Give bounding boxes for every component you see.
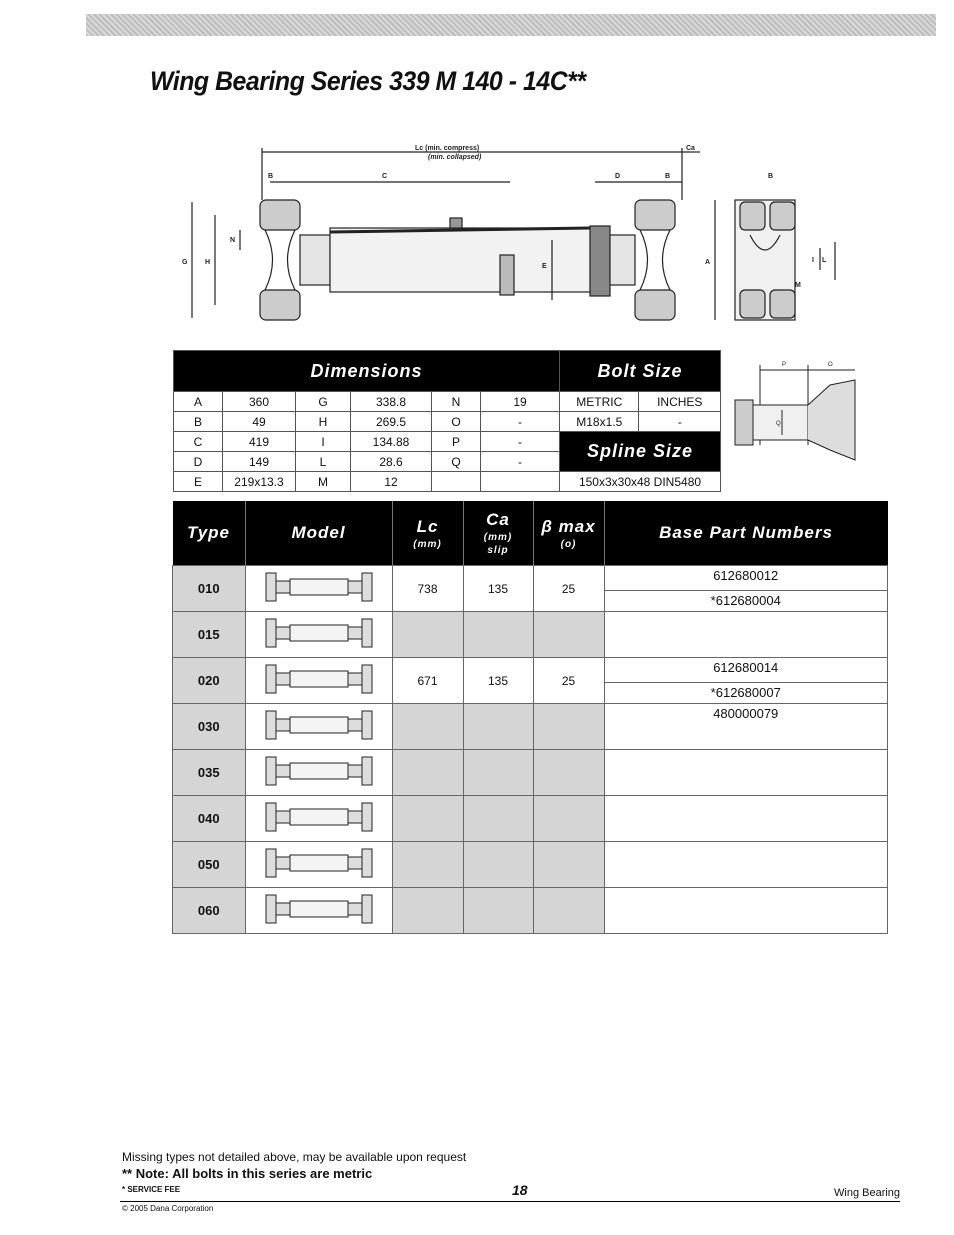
col-lc-unit: (mm) [413, 538, 442, 550]
spline-size-header: Spline Size [560, 432, 721, 472]
lc-cell [392, 750, 463, 796]
col-ca-unit: (mm) [483, 532, 513, 543]
dim-cell: E [174, 472, 223, 492]
section-name: Wing Bearing [834, 1187, 901, 1199]
copyright: © 2005 Dana Corporation [122, 1204, 214, 1213]
table-row [173, 566, 888, 612]
part-number-cell [604, 566, 888, 612]
service-note: * SERVICE FEE [122, 1185, 181, 1194]
b2-label: B [665, 173, 671, 180]
part-number-cell [604, 888, 888, 934]
type-cell: 060 [173, 888, 246, 934]
type-cell: 035 [173, 750, 246, 796]
bolt-metric-value: M18x1.5 [560, 412, 639, 432]
model-image [245, 704, 392, 750]
bmax-cell [533, 704, 604, 750]
n-label: N [230, 237, 236, 244]
dim-cell: 134.88 [351, 432, 432, 452]
dim-cell: P [432, 432, 481, 452]
lc-cell: 738 [392, 566, 463, 612]
dim-cell: I [296, 432, 351, 452]
type-cell: 050 [173, 842, 246, 888]
dim-cell: 19 [481, 392, 560, 412]
bolts-note: ** Note: All bolts in this series are metric [122, 1166, 373, 1181]
bmax-cell [533, 750, 604, 796]
dim-cell: Q [432, 452, 481, 472]
lc-cell [392, 796, 463, 842]
bmax-cell [533, 842, 604, 888]
q-label: Q [776, 421, 781, 427]
dim-cell: 28.6 [351, 452, 432, 472]
bolt-inches-label: INCHES [639, 392, 721, 412]
dim-cell: M [296, 472, 351, 492]
p-label: P [782, 362, 787, 368]
type-cell: 040 [173, 796, 246, 842]
dim-cell: 360 [223, 392, 296, 412]
ca-cell: 135 [463, 566, 533, 612]
page-number: 18 [512, 1182, 528, 1198]
dim-cell: 49 [223, 412, 296, 432]
dim-cell: - [481, 412, 560, 432]
c-label: C [382, 173, 388, 180]
dim-cell: L [296, 452, 351, 472]
dim-cell: 269.5 [351, 412, 432, 432]
a-label: A [705, 259, 711, 266]
lc2-label: (min. collapsed) [428, 154, 482, 161]
col-type: Type [173, 501, 246, 566]
dim-cell: 338.8 [351, 392, 432, 412]
lc-cell [392, 888, 463, 934]
part-number-cell [604, 796, 888, 842]
part-number-cell [604, 612, 888, 658]
dim-cell: 419 [223, 432, 296, 452]
dim-cell: A [174, 392, 223, 412]
type-cell: 030 [173, 704, 246, 750]
flange-drawing [730, 355, 860, 465]
type-cell: 015 [173, 612, 246, 658]
dim-cell: 219x13.3 [223, 472, 296, 492]
table-row [173, 842, 888, 888]
bmax-cell: 25 [533, 658, 604, 704]
service-part-number: *612680007 [605, 682, 888, 700]
l-label: L [822, 257, 827, 264]
shaft-drawing [170, 140, 860, 340]
bmax-cell [533, 796, 604, 842]
bolt-size-header: Bolt Size [560, 351, 721, 392]
table-row [173, 658, 888, 704]
g-label: G [182, 259, 188, 266]
ca-cell: 135 [463, 658, 533, 704]
dim-cell: O [432, 412, 481, 432]
e-label: E [542, 263, 547, 270]
table-row [173, 612, 888, 658]
dimensions-header: Dimensions [174, 351, 560, 392]
col-bmax [533, 501, 604, 566]
ca-cell [463, 750, 533, 796]
col-model: Model [245, 501, 392, 566]
header-bar [86, 14, 936, 36]
col-lc-label: Lc [416, 516, 439, 536]
model-image [245, 566, 392, 612]
dim-cell [481, 472, 560, 492]
model-image [245, 796, 392, 842]
dim-cell [432, 472, 481, 492]
ca-cell [463, 842, 533, 888]
part-number-cell [604, 842, 888, 888]
dim-cell: D [174, 452, 223, 472]
part-number: 480000079 [713, 706, 779, 721]
h-label: H [205, 259, 211, 266]
d-label: D [615, 173, 621, 180]
bolt-inches-value: - [639, 412, 721, 432]
ca-cell [463, 796, 533, 842]
o-label: O [828, 362, 833, 368]
ca-label: Ca [686, 145, 695, 152]
b-label: B [268, 173, 274, 180]
part-number: 612680014 [713, 660, 779, 675]
part-number-cell [604, 658, 888, 704]
models-table [172, 501, 888, 934]
lc-label: Lc (min. compress) [415, 145, 480, 152]
model-image [245, 888, 392, 934]
part-number: 612680012 [713, 568, 779, 583]
bolt-metric-label: METRIC [560, 392, 639, 412]
model-image [245, 612, 392, 658]
lc-cell [392, 704, 463, 750]
col-ca [463, 501, 533, 566]
col-ca-label: Ca [486, 510, 510, 529]
table-row [173, 704, 888, 750]
dim-cell: 12 [351, 472, 432, 492]
col-lc [392, 501, 463, 566]
page-title: Wing Bearing Series 339 M 140 - 14C** [150, 66, 586, 96]
table-row [173, 750, 888, 796]
dim-cell: 149 [223, 452, 296, 472]
col-bmax-label: β max [541, 516, 596, 536]
lc-cell [392, 842, 463, 888]
m-label: M [795, 282, 801, 289]
dim-cell: H [296, 412, 351, 432]
lc-cell [392, 612, 463, 658]
i-label: I [812, 257, 814, 264]
ca-cell [463, 704, 533, 750]
part-number-cell [604, 750, 888, 796]
bmax-cell [533, 888, 604, 934]
ca-cell [463, 888, 533, 934]
dim-cell: N [432, 392, 481, 412]
footer-divider [120, 1201, 900, 1202]
service-part-number: *612680004 [605, 590, 888, 608]
b3-label: B [768, 173, 774, 180]
spline-size-value: 150x3x30x48 DIN5480 [560, 472, 721, 492]
type-cell: 010 [173, 566, 246, 612]
table-row [173, 888, 888, 934]
dim-cell: G [296, 392, 351, 412]
ca-cell [463, 612, 533, 658]
col-ca-sub: slip [487, 545, 509, 556]
model-image [245, 658, 392, 704]
col-base-part-numbers: Base Part Numbers [604, 501, 888, 566]
table-row [173, 796, 888, 842]
lc-cell: 671 [392, 658, 463, 704]
part-number-cell [604, 704, 888, 750]
dim-cell: - [481, 432, 560, 452]
missing-note: Missing types not detailed above, may be available upon request [122, 1150, 467, 1164]
bmax-cell: 25 [533, 566, 604, 612]
dim-cell: C [174, 432, 223, 452]
model-image [245, 842, 392, 888]
dim-cell: B [174, 412, 223, 432]
dim-cell: - [481, 452, 560, 472]
model-image [245, 750, 392, 796]
col-bmax-unit: (o) [560, 538, 577, 550]
type-cell: 020 [173, 658, 246, 704]
dimensions-table [173, 350, 721, 492]
bmax-cell [533, 612, 604, 658]
